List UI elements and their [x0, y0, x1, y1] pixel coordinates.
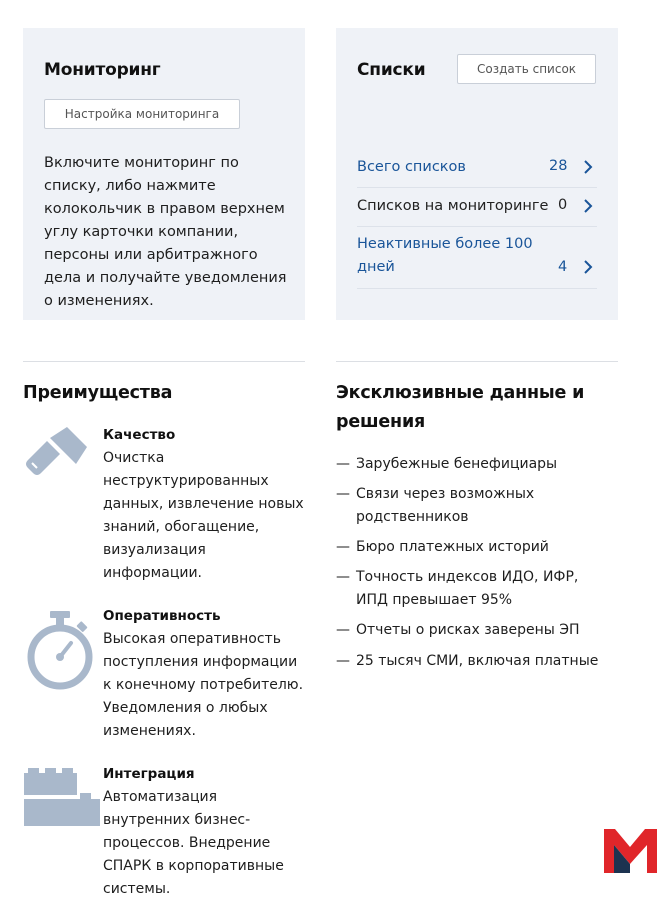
feature-text-quality: Очистка неструктурированных данных, извлечение новых знаний, обогащение, визуализация информации. — [103, 450, 304, 581]
bricks-icon — [24, 766, 100, 826]
feature-title-quality: Качество — [103, 427, 176, 443]
chevron-right-icon — [581, 260, 595, 274]
feature-text-integration: Автоматизация внутренних бизнес-процессов. Внедрение СПАРК в корпоративные системы. — [103, 789, 284, 897]
section-divider-left — [23, 361, 305, 362]
exclusive-title: Эксклюзивные данные и решения — [336, 383, 585, 432]
chevron-right-icon — [581, 160, 595, 174]
list-row-monitored[interactable] — [357, 188, 597, 227]
advantages-title: Преимущества — [23, 383, 173, 403]
stopwatch-icon — [25, 611, 95, 691]
section-divider-right — [336, 361, 618, 362]
list-row-count: 28 — [549, 158, 568, 174]
create-list-button[interactable]: Создать список — [457, 54, 596, 84]
flashlight-icon — [24, 427, 88, 487]
list-row-label: Всего списков — [357, 159, 466, 175]
lists-title: Списки — [357, 60, 426, 80]
feature-title-integration: Интеграция — [103, 766, 195, 782]
monitoring-description: Включите мониторинг по списку, либо нажмите колокольчик в правом верхнем углу карточки компании, персоны или арбитражного дела и получайте уведомления о изменениях. — [44, 155, 287, 309]
monitoring-card — [23, 28, 305, 320]
m-logo-icon — [604, 829, 657, 873]
chevron-right-icon — [581, 199, 595, 213]
list-row-label: Неактивные более 100 дней — [357, 236, 533, 275]
list-row-total[interactable] — [357, 150, 597, 188]
list-row-count: 4 — [558, 259, 568, 275]
monitoring-title: Мониторинг — [44, 60, 161, 80]
feature-text-speed: Высокая оперативность поступления информации к конечному потребителю. Уведомления о любых изменениях. — [103, 631, 304, 739]
monitoring-settings-button[interactable]: Настройка мониторинга — [44, 99, 240, 129]
list-row-count: 0 — [558, 197, 568, 213]
list-row-label: Списков на мониторинге — [357, 198, 549, 214]
feature-title-speed: Оперативность — [103, 608, 221, 624]
list-row-inactive[interactable] — [357, 227, 597, 289]
